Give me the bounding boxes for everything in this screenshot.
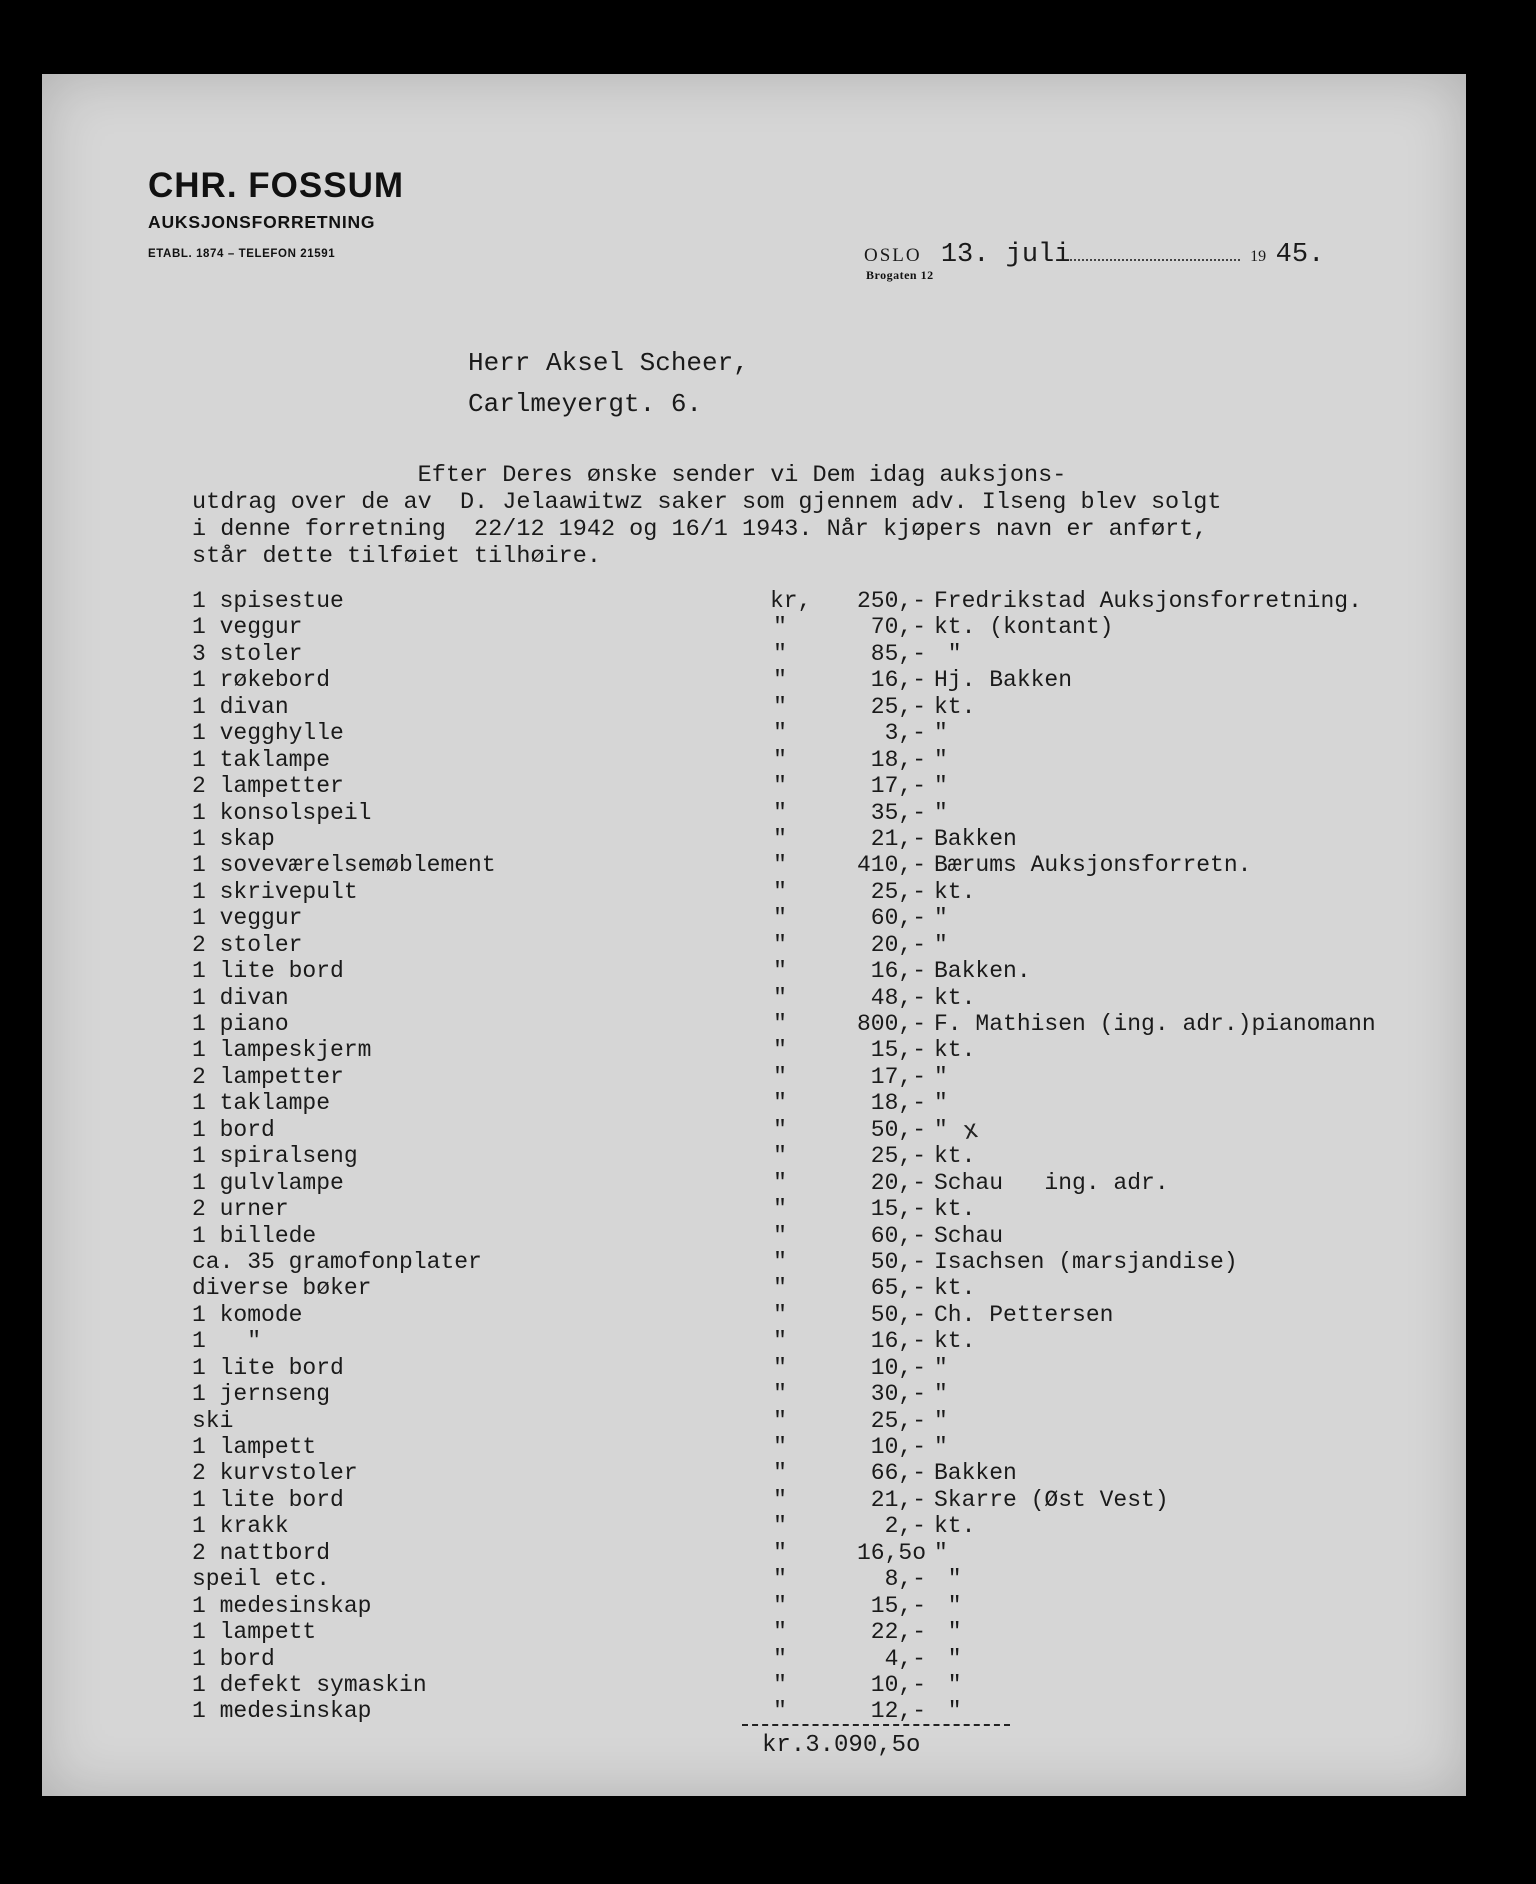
dateline [864,240,1324,270]
item-buyer: " [934,1592,962,1619]
item-name: 2 stoler [192,931,303,958]
item-row [0,1672,1536,1698]
item-name: 1 komode [192,1301,303,1328]
item-currency: " [773,958,787,985]
item-row [0,1011,1536,1037]
item-currency: " [773,693,787,720]
item-row [0,1090,1536,1116]
item-amount: 22,- [870,1619,926,1646]
item-name: 1 lite bord [192,1354,344,1381]
item-name: 1 veggur [192,614,303,641]
item-amount: 50,- [870,1116,926,1143]
item-currency: " [773,1354,787,1381]
item-buyer: " [934,1698,962,1725]
item-currency: " [773,1169,787,1196]
item-name: 1 divan [192,693,289,720]
auction-item-list [0,588,1536,1725]
item-name: 2 urner [192,1196,289,1223]
item-currency: " [773,720,787,747]
item-row [0,1328,1536,1354]
item-name: 1 krakk [192,1513,289,1540]
item-row [0,1593,1536,1619]
item-buyer: " [934,905,948,932]
item-amount: 16,- [870,667,926,694]
item-amount: 25,- [870,1143,926,1170]
item-row [0,1619,1536,1645]
item-amount: 250,- [856,588,926,614]
recipient-address: Carlmeyergt. 6. [468,389,703,419]
item-amount: 50,- [870,1301,926,1328]
item-row [0,905,1536,931]
item-name: 1 spisestue [192,588,344,614]
item-amount: 85,- [870,640,926,667]
item-buyer: " [934,931,948,958]
dateline-date: 13. juli [940,240,1071,270]
item-amount: 800,- [856,1011,926,1037]
item-row [0,879,1536,905]
item-row [0,1566,1536,1592]
item-name: 1 skrivepult [192,878,358,905]
item-amount: 12,- [870,1698,926,1725]
item-row [0,747,1536,773]
item-name: 1 soveværelsemøblement [192,852,496,879]
item-buyer: Isachsen (marsjandise) [934,1248,1238,1275]
item-buyer: Bakken. [934,958,1031,985]
item-name: 1 bord [192,1645,275,1672]
item-row [0,588,1536,614]
item-currency: " [773,852,787,879]
item-name: 1 skap [192,825,275,852]
item-buyer: Fredrikstad Auksjonsforretning. [934,588,1362,614]
item-buyer: kt. [934,984,976,1011]
item-name: 1 medesinskap [192,1592,372,1619]
item-name: 2 kurvstoler [192,1460,358,1487]
item-name: 1 røkebord [192,667,331,694]
item-buyer: Bakken [934,825,1017,852]
item-buyer: " [934,1671,962,1698]
item-amount: 10,- [870,1354,926,1381]
item-buyer: " [934,1645,962,1672]
item-buyer: Bakken [934,1460,1017,1487]
item-buyer: Schau [934,1222,1004,1249]
item-buyer: Hj. Bakken [934,667,1073,694]
item-name: 1 " [192,1328,262,1355]
item-name: ski [192,1407,234,1434]
item-row [0,641,1536,667]
item-name: 3 stoler [192,640,303,667]
item-currency: " [773,1486,787,1513]
item-amount: 4,- [884,1645,926,1672]
item-amount: 66,- [870,1460,926,1487]
item-row [0,1302,1536,1328]
body-line: utdrag over de av D. Jelaawitwz saker som gjennem adv. Ilseng blev solgt [192,489,1222,516]
item-buyer: kt. [934,1513,976,1540]
item-amount: 2,- [884,1513,926,1540]
item-buyer: kt. [934,1196,976,1223]
item-buyer: Ch. Pettersen [934,1301,1114,1328]
total-rule [742,1724,1010,1726]
item-buyer: " [934,1539,948,1566]
item-row [0,614,1536,640]
dateline-city: OSLO [864,245,922,266]
item-amount: 10,- [870,1671,926,1698]
item-currency: " [773,1222,787,1249]
item-buyer: " [934,1619,962,1646]
item-currency: " [773,984,787,1011]
item-buyer: " [934,720,948,747]
item-row [0,1487,1536,1513]
item-currency: " [773,1671,787,1698]
item-buyer: " [934,1354,948,1381]
item-amount: 30,- [870,1381,926,1408]
item-amount: 21,- [870,825,926,852]
item-row [0,800,1536,826]
item-row [0,932,1536,958]
item-currency: " [773,1328,787,1355]
handwritten-mark: x [961,1113,980,1145]
item-name: 1 konsolspeil [192,799,372,826]
item-row [0,826,1536,852]
item-buyer: " [934,799,948,826]
item-name: 1 divan [192,984,289,1011]
item-currency: " [773,1381,787,1408]
item-name: 1 vegghylle [192,720,344,747]
item-amount: 50,- [870,1248,926,1275]
item-row [0,1249,1536,1275]
item-buyer: " [934,640,962,667]
dateline-dots [1070,259,1240,261]
item-currency: " [773,614,787,641]
item-currency: " [773,1090,787,1117]
body-line: står dette tilføiet tilhøire. [192,543,601,570]
item-currency: " [773,825,787,852]
item-amount: 25,- [870,1407,926,1434]
total-amount: kr.3.090,5o [762,1732,921,1759]
item-amount: 65,- [870,1275,926,1302]
item-currency: " [773,1037,787,1064]
item-buyer: Skarre (Øst Vest) [934,1486,1169,1513]
item-name: 1 lite bord [192,1486,344,1513]
item-amount: 18,- [870,746,926,773]
item-currency: " [773,1275,787,1302]
item-name: 1 medesinskap [192,1698,372,1725]
item-buyer: " [934,1566,962,1593]
item-buyer: kt. [934,693,976,720]
item-row [0,1434,1536,1460]
item-name: 1 gulvlampe [192,1169,344,1196]
item-name: 1 lite bord [192,958,344,985]
item-name: 2 lampetter [192,1063,344,1090]
item-buyer: " [934,1407,948,1434]
item-row [0,773,1536,799]
item-currency: " [773,1539,787,1566]
item-currency: " [773,931,787,958]
item-name: 1 lampett [192,1434,317,1460]
body-line: i denne forretning 22/12 1942 og 16/1 1943. Når kjøpers navn er anført, [192,516,1208,543]
item-row [0,1064,1536,1090]
item-amount: 410,- [856,852,926,879]
item-currency: " [773,1116,787,1143]
item-row [0,667,1536,693]
item-name: ca. 35 gramofonplater [192,1248,482,1275]
item-name: 1 defekt symaskin [192,1671,427,1698]
item-currency: " [773,1592,787,1619]
company-name: CHR. FOSSUM [148,166,404,205]
item-buyer: Bærums Auksjonsforretn. [934,852,1252,879]
item-amount: 10,- [870,1434,926,1460]
item-name: 1 billede [192,1222,317,1249]
item-name: diverse bøker [192,1275,372,1302]
item-currency: " [773,1460,787,1487]
item-name: 2 lampetter [192,773,344,800]
body-line: Efter Deres ønske sender vi Dem idag auksjons- [192,462,1067,489]
item-currency: kr, [770,588,812,614]
item-amount: 3,- [884,720,926,747]
item-amount: 25,- [870,693,926,720]
item-currency: " [773,1143,787,1170]
item-row [0,985,1536,1011]
item-currency: " [773,1619,787,1646]
item-currency: " [773,773,787,800]
item-row [0,958,1536,984]
item-name: 1 spiralseng [192,1143,358,1170]
company-subtitle: AUKSJONSFORRETNING [148,212,376,232]
item-currency: " [773,746,787,773]
item-name: 1 bord [192,1116,275,1143]
item-buyer: " [934,1434,948,1460]
item-buyer: " [934,1381,948,1408]
item-row [0,1196,1536,1222]
item-buyer: kt. [934,1037,976,1064]
company-established: ETABL. 1874 – TELEFON 21591 [148,248,336,260]
item-currency: " [773,667,787,694]
item-row [0,852,1536,878]
item-row [0,720,1536,746]
item-currency: " [773,1248,787,1275]
item-amount: 20,- [870,1169,926,1196]
item-buyer: kt. (kontant) [934,614,1114,641]
item-amount: 16,- [870,1328,926,1355]
item-amount: 60,- [870,1222,926,1249]
item-currency: " [773,1566,787,1593]
item-row [0,1408,1536,1434]
item-currency: " [773,905,787,932]
item-amount: 15,- [870,1592,926,1619]
item-currency: " [773,1434,787,1460]
item-buyer: kt. [934,1328,976,1355]
item-amount: 8,- [884,1566,926,1593]
item-row [0,1223,1536,1249]
item-currency: " [773,799,787,826]
item-currency: " [773,1301,787,1328]
item-row [0,1143,1536,1169]
item-amount: 20,- [870,931,926,958]
item-currency: " [773,878,787,905]
item-buyer: " [934,746,948,773]
item-currency: " [773,1513,787,1540]
street-address: Brogaten 12 [866,268,934,282]
item-amount: 70,- [870,614,926,641]
item-amount: 16,5o [856,1539,926,1566]
item-row [0,1698,1536,1724]
item-amount: 18,- [870,1090,926,1117]
item-buyer: " [934,1090,948,1117]
item-amount: 17,- [870,1063,926,1090]
item-amount: 15,- [870,1037,926,1064]
item-buyer: " [934,1063,948,1090]
item-amount: 35,- [870,799,926,826]
item-buyer: kt. [934,1143,976,1170]
item-name: 1 lampett [192,1619,317,1646]
item-name: 1 lampeskjerm [192,1037,372,1064]
recipient-name: Herr Aksel Scheer, [468,348,749,378]
item-name: speil etc. [192,1566,331,1593]
item-row [0,1355,1536,1381]
item-buyer: Schau ing. adr. [934,1169,1169,1196]
item-amount: 21,- [870,1486,926,1513]
item-row [0,1646,1536,1672]
item-currency: " [773,1407,787,1434]
item-name: 1 veggur [192,905,303,932]
item-currency: " [773,1698,787,1725]
item-currency: " [773,640,787,667]
item-amount: 25,- [870,878,926,905]
item-row [0,1037,1536,1063]
item-amount: 17,- [870,773,926,800]
item-row [0,694,1536,720]
item-buyer: kt. [934,1275,976,1302]
letter-body [192,462,1221,570]
item-row [0,1117,1536,1143]
item-amount: 15,- [870,1196,926,1223]
item-row [0,1170,1536,1196]
item-currency: " [773,1011,787,1037]
item-currency: " [773,1645,787,1672]
item-row [0,1540,1536,1566]
item-row [0,1513,1536,1539]
item-buyer: " [934,773,948,800]
item-buyer: " [934,1116,948,1143]
item-currency: " [773,1196,787,1223]
dateline-century: 19 [1250,248,1267,265]
item-currency: " [773,1063,787,1090]
item-row [0,1460,1536,1486]
item-amount: 48,- [870,984,926,1011]
item-row [0,1381,1536,1407]
item-amount: 16,- [870,958,926,985]
item-amount: 60,- [870,905,926,932]
item-name: 1 piano [192,1011,289,1037]
item-name: 2 nattbord [192,1539,331,1566]
item-name: 1 jernseng [192,1381,331,1408]
item-row [0,1275,1536,1301]
item-name: 1 taklampe [192,1090,331,1117]
item-name: 1 taklampe [192,746,331,773]
item-buyer: kt. [934,878,976,905]
dateline-year: 45. [1275,240,1325,270]
item-buyer: F. Mathisen (ing. adr.)pianomann [934,1011,1376,1037]
